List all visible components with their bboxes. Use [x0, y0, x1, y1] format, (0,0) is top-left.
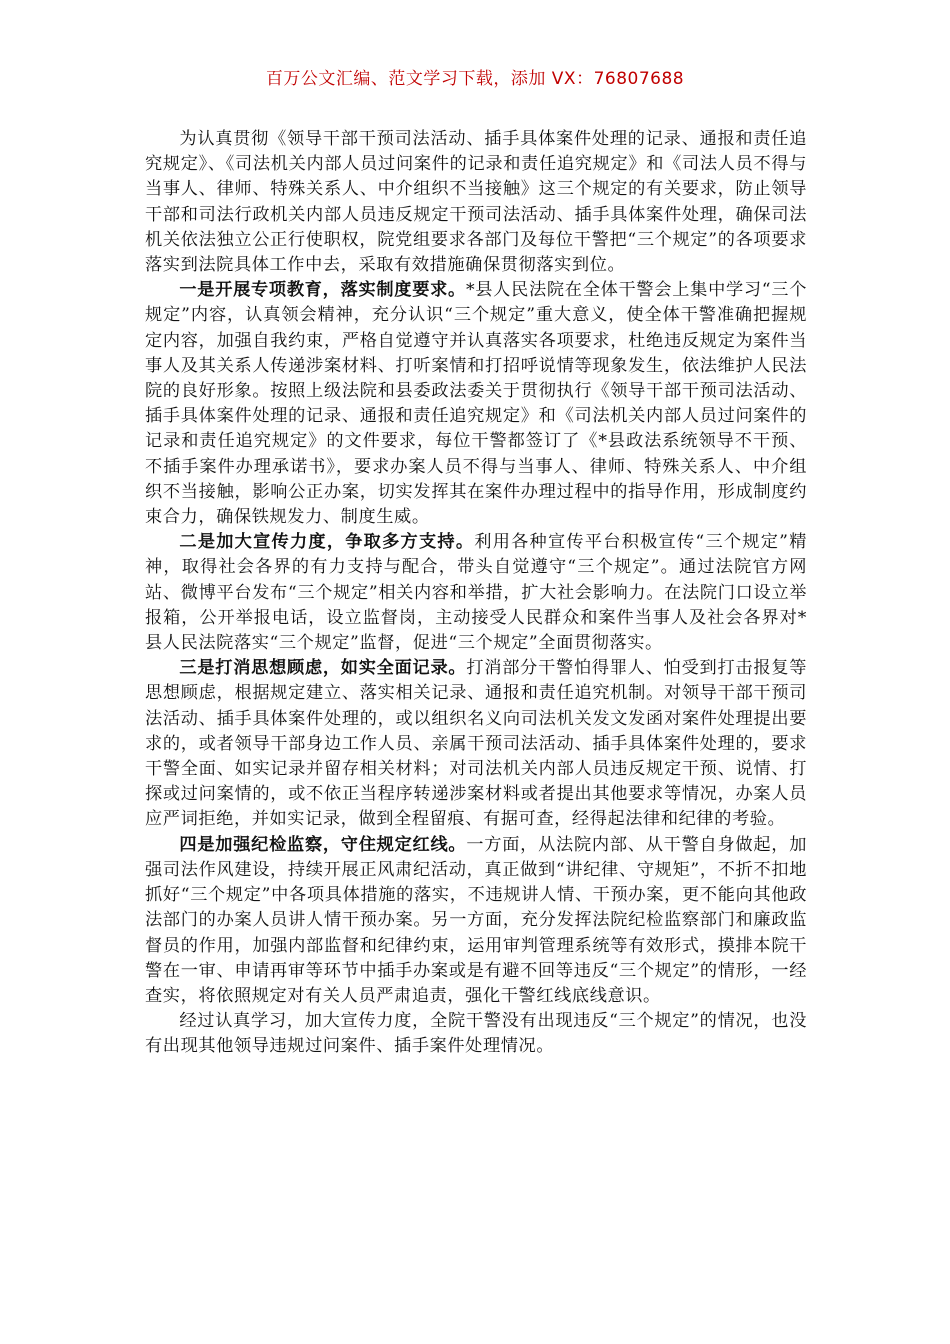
paragraph-text: 打消部分干警怕得罪人、怕受到打击报复等思想顾虑，根据规定建立、落实相关记录、通报和责任追究机制。对领导干部干预司法活动、插手具体案件处理的，或以组织名义向司法机关发文发函对案件处理提出要求的，或者领导干部身边工作人员、亲属干预司法活动、插手具体案件处理的，要求干警全面、如实记录并留存相关材料；对司法机关内部人员违反规定干预、说情、打探或过问案情的，或不依正当程序转递涉案材料或者提出其他要求等情况，办案人员应严词拒绝，并如实记录，做到全程留痕、有据可查，经得起法律和纪律的考验。 [145, 658, 807, 830]
paragraph-lead: 二是加大宣传力度，争取多方支持。 [179, 532, 475, 553]
intro-paragraph [145, 127, 807, 278]
section-paragraph-2 [145, 530, 807, 656]
paragraph-text: 一方面，从法院内部、从干警自身做起，加强司法作风建设，持续开展正风肃纪活动，真正做到“讲纪律、守规矩”，不折不扣地抓好“三个规定”中各项具体措施的落实，不违规讲人情、干预办案，更不能向其他政法部门的办案人员讲人情干预办案。另一方面，充分发挥法院纪检监察部门和廉政监督员的作用，加强内部监督和纪律约束，运用审判管理系统等有效形式，摸排本院干警在一审、申请再审等环节中插手办案或是有避不回等违反“三个规定”的情形，一经查实，将依照规定对有关人员严肃追责，强化干警红线底线意识。 [145, 834, 807, 1006]
section-paragraph-4 [145, 833, 807, 1009]
paragraph-text: 经过认真学习，加大宣传力度，全院干警没有出现违反“三个规定”的情况，也没有出现其他领导违规过问案件、插手案件处理情况。 [145, 1011, 807, 1057]
paragraph-lead: 四是加强纪检监察，守住规定红线。 [179, 834, 467, 855]
paragraph-text: *县人民法院在全体干警会上集中学习“三个规定”内容，认真领会精神，充分认识“三个规定”重大意义，使全体干警准确把握规定内容，加强自我约束，严格自觉遵守并认真落实各项要求，杜绝违反规定为案件当事人及其关系人传递涉案材料、打听案情和打招呼说情等现象发生，依法维护人民法院的良好形象。按照上级法院和县委政法委关于贯彻执行《领导干部干预司法活动、插手具体案件处理的记录、通报和责任追究规定》和《司法机关内部人员过问案件的记录和责任追究规定》的文件要求，每位干警都签订了《*县政法系统领导不干预、不插手案件办理承诺书》，要求办案人员不得与当事人、律师、特殊关系人、中介组织不当接触，影响公正办案，切实发挥其在案件办理过程中的指导作用，形成制度约束合力，确保铁规发力、制度生威。 [145, 280, 807, 528]
paragraph-lead: 三是打消思想顾虑，如实全面记录。 [179, 658, 467, 679]
paragraph-text: 利用各种宣传平台积极宣传“三个规定”精神，取得社会各界的有力支持与配合，带头自觉遵守“三个规定”。通过法院官方网站、微博平台发布“三个规定”相关内容和举措，扩大社会影响力。在法院门口设立举报箱，公开举报电话，设立监督岗，主动接受人民群众和案件当事人及社会各界对*县人民法院落实“三个规定”监督，促进“三个规定”全面贯彻落实。 [145, 532, 807, 654]
paragraph-lead: 一是开展专项教育，落实制度要求。 [179, 280, 466, 301]
conclusion-paragraph [145, 1009, 807, 1059]
paragraph-text: 为认真贯彻《领导干部干预司法活动、插手具体案件处理的记录、通报和责任追究规定》、《司法机关内部人员过问案件的记录和责任追究规定》和《司法人员不得与当事人、律师、特殊关系人、中介组织不当接触》这三个规定的有关要求，防止领导干部和司法行政机关内部人员违反规定干预司法活动、插手具体案件处理，确保司法机关依法独立公正行使职权，院党组要求各部门及每位干警把“三个规定”的各项要求落实到法院具体工作中去，采取有效措施确保贯彻落实到位。 [145, 129, 807, 276]
document-body [145, 127, 807, 1060]
section-paragraph-3 [145, 656, 807, 832]
watermark-header: 百万公文汇编、范文学习下载，添加 VX：76807688 [265, 69, 685, 89]
section-paragraph-1 [145, 278, 807, 530]
